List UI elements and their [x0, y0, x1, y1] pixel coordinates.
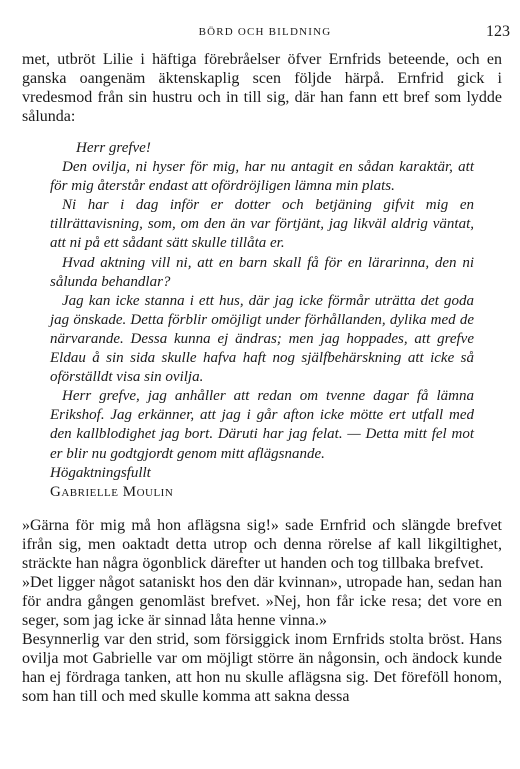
letter: [50, 139, 474, 502]
letter-paragraph: Ni har i dag inför er dotter och betjäning gifvit mig en tillrättavisning, som, om den än var förtjänt, jag likväl aldrig väntat, att ni på ett sådant sätt skulle tillåta er.: [50, 197, 474, 252]
letter-signature: Gabrielle Moulin: [50, 483, 174, 500]
letter-closing: Högaktningsfullt: [50, 464, 151, 481]
letter-paragraph: Jag kan icke stanna i ett hus, där jag icke förmår uträtta det goda jag önskade. Detta förblir omöjligt under förhållanden, dylika med de närvarande. Dessa kunna ej ändras; men jag hoppades, att grefve Eldau å sin sida skulle hafva haft nog själfbehärskning att icke så oförställdt visa sin ovilja.: [50, 292, 474, 386]
body-paragraph: »Gärna för mig må hon aflägsna sig!» sade Ernfrid och slängde brefvet ifrån sig, men oaktadt detta utrop och denna rörelse af kall likgiltighet, sträckte han några ögonblick därefter ut handen och tog tillbaka brefvet.: [22, 516, 502, 572]
page-body: [22, 50, 502, 706]
letter-paragraph: Den ovilja, ni hyser för mig, har nu antagit en sådan karaktär, att för mig återstår endast att ofördröjligen lämna min plats.: [50, 159, 474, 195]
body-paragraph: Besynnerlig var den strid, som försiggick inom Ernfrids stolta bröst. Hans ovilja mot Gabrielle var om möjligt större än någonsin, och ändock kunde han ej fördraga tanken, att hon nu skulle aflägsna sig. Det föreföll honom, som han till och med skulle komma att sakna dessa: [22, 630, 502, 705]
page-header: [20, 20, 510, 42]
closing-text: [22, 516, 502, 706]
opening-paragraph: met, utbröt Lilie i häftiga förebråelser öfver Ernfrids beteende, och en ganska oangenäm äktenskaplig scen följde härpå. Ernfrid gick i vredesmod från sin hustru och in till sig, där han fann ett bref som lydde sålunda:: [22, 51, 502, 125]
page-number: 123: [486, 23, 510, 40]
letter-salutation: Herr grefve!: [76, 140, 151, 156]
letter-paragraph: Herr grefve, jag anhåller att redan om tvenne dagar få lämna Erikshof. Jag erkänner, att jag i går afton icke mötte ert utfall med den kallblodighet jag bort. Däruti har jag felat. — Detta mitt fel mot er blir nu godtgjordt genom mitt aflägsnande.: [50, 388, 474, 462]
body-paragraph: »Det ligger något sataniskt hos den där kvinnan», utropade han, sedan han för andra gången genomläst brefvet. »Nej, hon får icke resa; det vore en seger, som jag icke är sinnad låta henne vinna.»: [22, 573, 502, 629]
running-title: BÖRD OCH BILDNING: [198, 26, 332, 38]
letter-paragraph: Hvad aktning vill ni, att en barn skall få för en lärarinna, den ni sålunda behandlar?: [50, 254, 474, 290]
